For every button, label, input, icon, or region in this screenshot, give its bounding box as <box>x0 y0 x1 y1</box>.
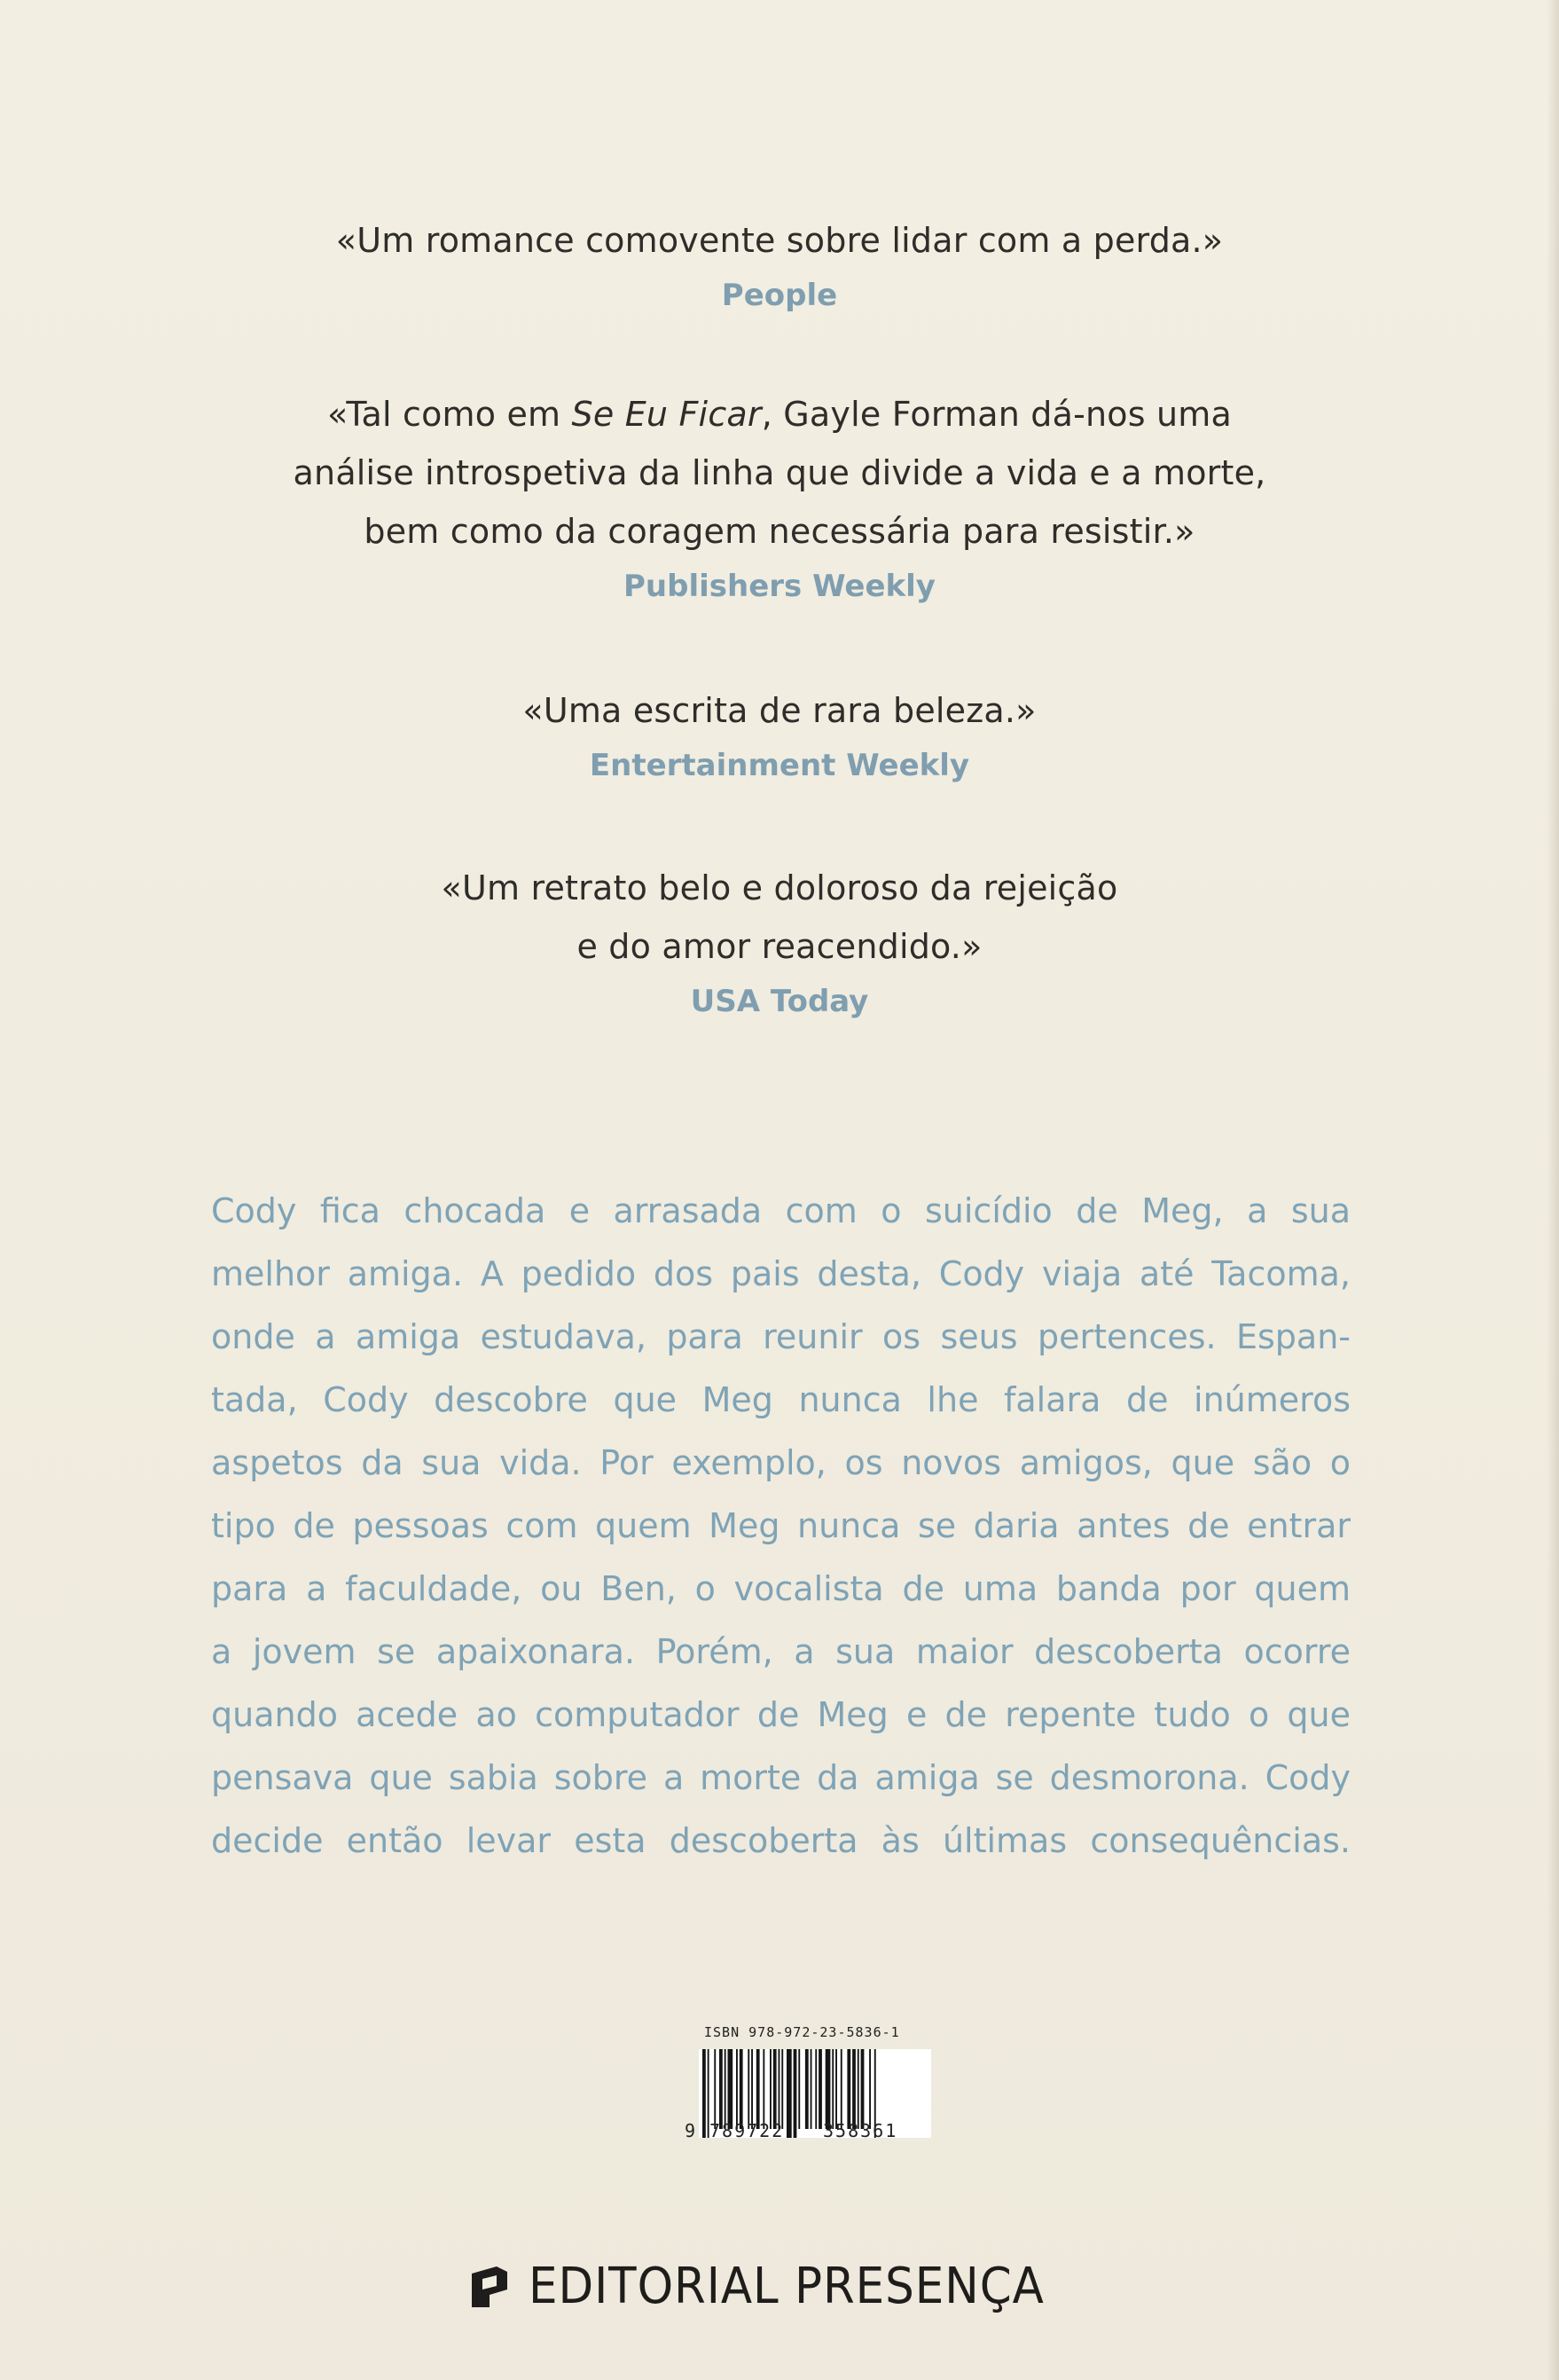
isbn-label: ISBN 978-972-23-5836-1 <box>704 2024 900 2040</box>
barcode-bar <box>728 2049 733 2129</box>
barcode-bar <box>826 2049 831 2129</box>
synopsis-line: onde a amiga estudava, para reunir os seus pertences. Espan- <box>211 1317 1351 1356</box>
barcode-bar <box>751 2049 753 2129</box>
quote-source: USA Today <box>690 984 869 1019</box>
review-quote-people <box>0 211 1559 319</box>
publisher-imprint <box>0 2258 1559 2320</box>
barcode-bar <box>763 2049 764 2129</box>
synopsis-line: quando acede ao computador de Meg e de repente tudo o que <box>211 1695 1351 1734</box>
barcode-bar <box>740 2049 743 2129</box>
book-title-italic: Se Eu Ficar <box>571 395 762 434</box>
barcode-bar <box>847 2049 850 2129</box>
barcode-bar <box>787 2049 792 2138</box>
barcode-bar <box>861 2049 865 2129</box>
barcode-bar <box>719 2049 723 2129</box>
quote-text-line-2: e do amor reacendido.» <box>576 927 983 966</box>
barcode-bar <box>841 2049 842 2129</box>
barcode-digits-right: 358361 <box>823 2120 898 2141</box>
quote-text-line-1: «Tal como em Se Eu Ficar, Gayle Forman dá-nos uma <box>326 395 1233 434</box>
barcode-bar <box>835 2049 837 2129</box>
barcode-digit-first: 9 <box>685 2120 696 2141</box>
barcode-bar <box>832 2049 834 2129</box>
synopsis-line: a jovem se apaixonara. Porém, a sua maior descoberta ocorre <box>211 1632 1351 1671</box>
barcode-bar <box>779 2049 780 2129</box>
barcode-bar <box>736 2049 738 2129</box>
quote-source: Publishers Weekly <box>623 569 936 604</box>
synopsis-line: tipo de pessoas com quem Meg nunca se daria antes de entrar <box>211 1506 1351 1545</box>
barcode-bar <box>770 2049 772 2129</box>
quote-text: «Uma escrita de rara beleza.» <box>522 691 1037 730</box>
barcode-bar <box>798 2049 800 2129</box>
review-quote-publishers-weekly <box>0 385 1559 610</box>
review-quote-usa-today <box>0 859 1559 1025</box>
synopsis-line: melhor amiga. A pedido dos pais desta, Cody viaja até Tacoma, <box>211 1254 1351 1293</box>
barcode-bar <box>852 2049 856 2129</box>
isbn-barcode <box>683 2024 940 2166</box>
barcode-bar <box>858 2049 859 2129</box>
quote-source: Entertainment Weekly <box>589 748 970 783</box>
quote-text-line-2: análise introspetiva da linha que divide a vida e a morte, <box>293 453 1266 492</box>
quote-text: «Um romance comovente sobre lidar com a perda.» <box>335 221 1224 260</box>
synopsis-line: pensava que sabia sobre a morte da amiga se desmorona. Cody <box>211 1758 1351 1797</box>
barcode-bar <box>794 2049 797 2138</box>
quote-text-line-1: «Um retrato belo e doloroso da rejeição <box>441 868 1118 907</box>
review-quote-entertainment-weekly <box>0 681 1559 789</box>
book-synopsis <box>211 1180 1351 1873</box>
barcode-bar <box>725 2049 726 2129</box>
barcode-bar <box>811 2049 812 2129</box>
barcode-digits-left: 789722 <box>709 2120 785 2141</box>
synopsis-line: aspetos da sua vida. Por exemplo, os novos amigos, que são o <box>211 1443 1351 1482</box>
cover-edge-shadow <box>1547 0 1559 2380</box>
synopsis-line: tada, Cody descobre que Meg nunca lhe falara de inúmeros <box>211 1380 1351 1419</box>
barcode-bar <box>819 2049 822 2129</box>
quote-source: People <box>721 278 838 313</box>
synopsis-line: para a faculdade, ou Ben, o vocalista de uma banda por quem <box>211 1569 1351 1608</box>
barcode-bar <box>748 2049 749 2129</box>
barcode-bar <box>815 2049 817 2129</box>
barcode-bar <box>756 2049 760 2129</box>
presenca-logo-icon <box>470 2265 509 2309</box>
publisher-name: EDITORIAL PRESENÇA <box>528 2258 1045 2315</box>
barcode-bar <box>714 2049 716 2129</box>
barcode-bar <box>781 2049 783 2129</box>
quote-text-line-3: bem como da coragem necessária para resistir.» <box>364 512 1195 551</box>
barcode-bar <box>773 2049 777 2129</box>
barcode-bar <box>805 2049 809 2129</box>
synopsis-line: decide então levar esta descoberta às últimas consequências. <box>211 1821 1351 1860</box>
barcode-bar <box>702 2049 706 2138</box>
synopsis-line: Cody fica chocada e arrasada com o suicídio de Meg, a sua <box>211 1191 1351 1230</box>
barcode-bar <box>869 2049 871 2129</box>
